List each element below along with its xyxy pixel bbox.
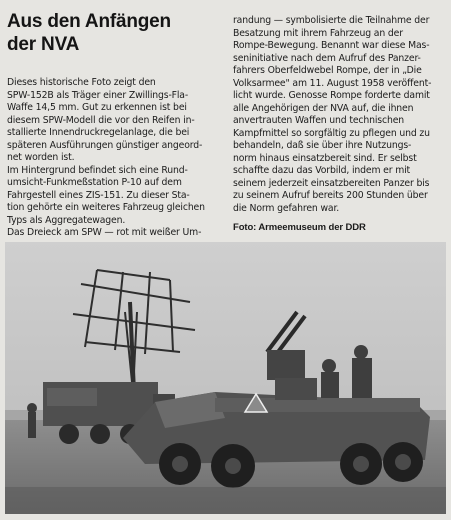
text-line: schaffte dazu das Vorbild, indem er mit — [233, 165, 411, 176]
article-column-right — [233, 15, 445, 215]
text-line: fahrers Oberfeldwebel Rompe, der in „Die — [233, 65, 422, 76]
text-line: alle Angehörigen der NVA auf, die ihnen — [233, 102, 414, 114]
historical-photo — [5, 242, 446, 514]
text-line: Kampfmittel so sorgfältig zu pflegen und zu — [233, 127, 430, 139]
text-line: Im Hintergrund befindet sich eine Rund- — [7, 164, 188, 176]
text-line: Typs als Aggregatewagen. — [7, 214, 126, 226]
text-line: seninitiative nach dem Aufruf des Panzer- — [233, 52, 421, 64]
text-line: Volksarmee" am 11. August 1958 veröffent- — [233, 77, 432, 89]
text-line: SPW-152B als Träger einer Zwillings-Fla- — [7, 89, 189, 101]
text-line: Besatzung mit ihrem Fahrzeug an der — [233, 27, 403, 39]
text-line: tion gehörte ein weiteres Fahrzeug gleichen — [7, 202, 205, 213]
text-line: Fahrgestell eines ZIS-151. Zu dieser Sta- — [7, 189, 190, 201]
text-line: stallierte Innendruckregelanlage, die bei — [7, 127, 190, 138]
headline-line-1: Aus den Anfängen — [7, 11, 171, 32]
text-line: Rompe-Bewegung. Benannt war diese Mas- — [233, 40, 430, 51]
text-line: norm hinaus einsatzbereit sind. Er selbst — [233, 152, 417, 164]
text-line: anvertrauten Waffen und technischen — [233, 115, 405, 126]
text-line: diesem SPW-Modell die vor den Reifen in- — [7, 114, 195, 126]
text-line: randung — symbolisierte die Teilnahme der — [233, 15, 430, 26]
text-line: licht wurde. Genosse Rompe forderte damit — [233, 90, 430, 101]
text-line: späteren Ausführungen günstiger angeord- — [7, 139, 203, 151]
photo-credit: Foto: Armeemuseum der DDR — [233, 222, 366, 233]
text-line: seinem jederzeit einsatzbereiten Panzer bis — [233, 177, 430, 189]
text-line: net worden ist. — [7, 152, 75, 163]
headline-line-2: der NVA — [7, 34, 80, 55]
text-line: zu seinem Aufruf bereits 200 Stunden über — [233, 190, 428, 201]
text-line: die Norm gefahren war. — [233, 202, 340, 214]
text-line: behandeln, daß sie über ihre Nutzungs- — [233, 140, 412, 151]
article-column-left — [7, 77, 219, 240]
text-line: Waffe 14,5 mm. Gut zu erkennen ist bei — [7, 102, 187, 113]
text-line: Das Dreieck am SPW — rot mit weißer Um- — [7, 227, 202, 238]
text-line: Dieses historische Foto zeigt den — [7, 77, 156, 88]
headline — [7, 10, 217, 56]
soldier-left — [27, 403, 37, 438]
text-line: umsicht-Funkmeßstation P-10 auf dem — [7, 177, 182, 188]
